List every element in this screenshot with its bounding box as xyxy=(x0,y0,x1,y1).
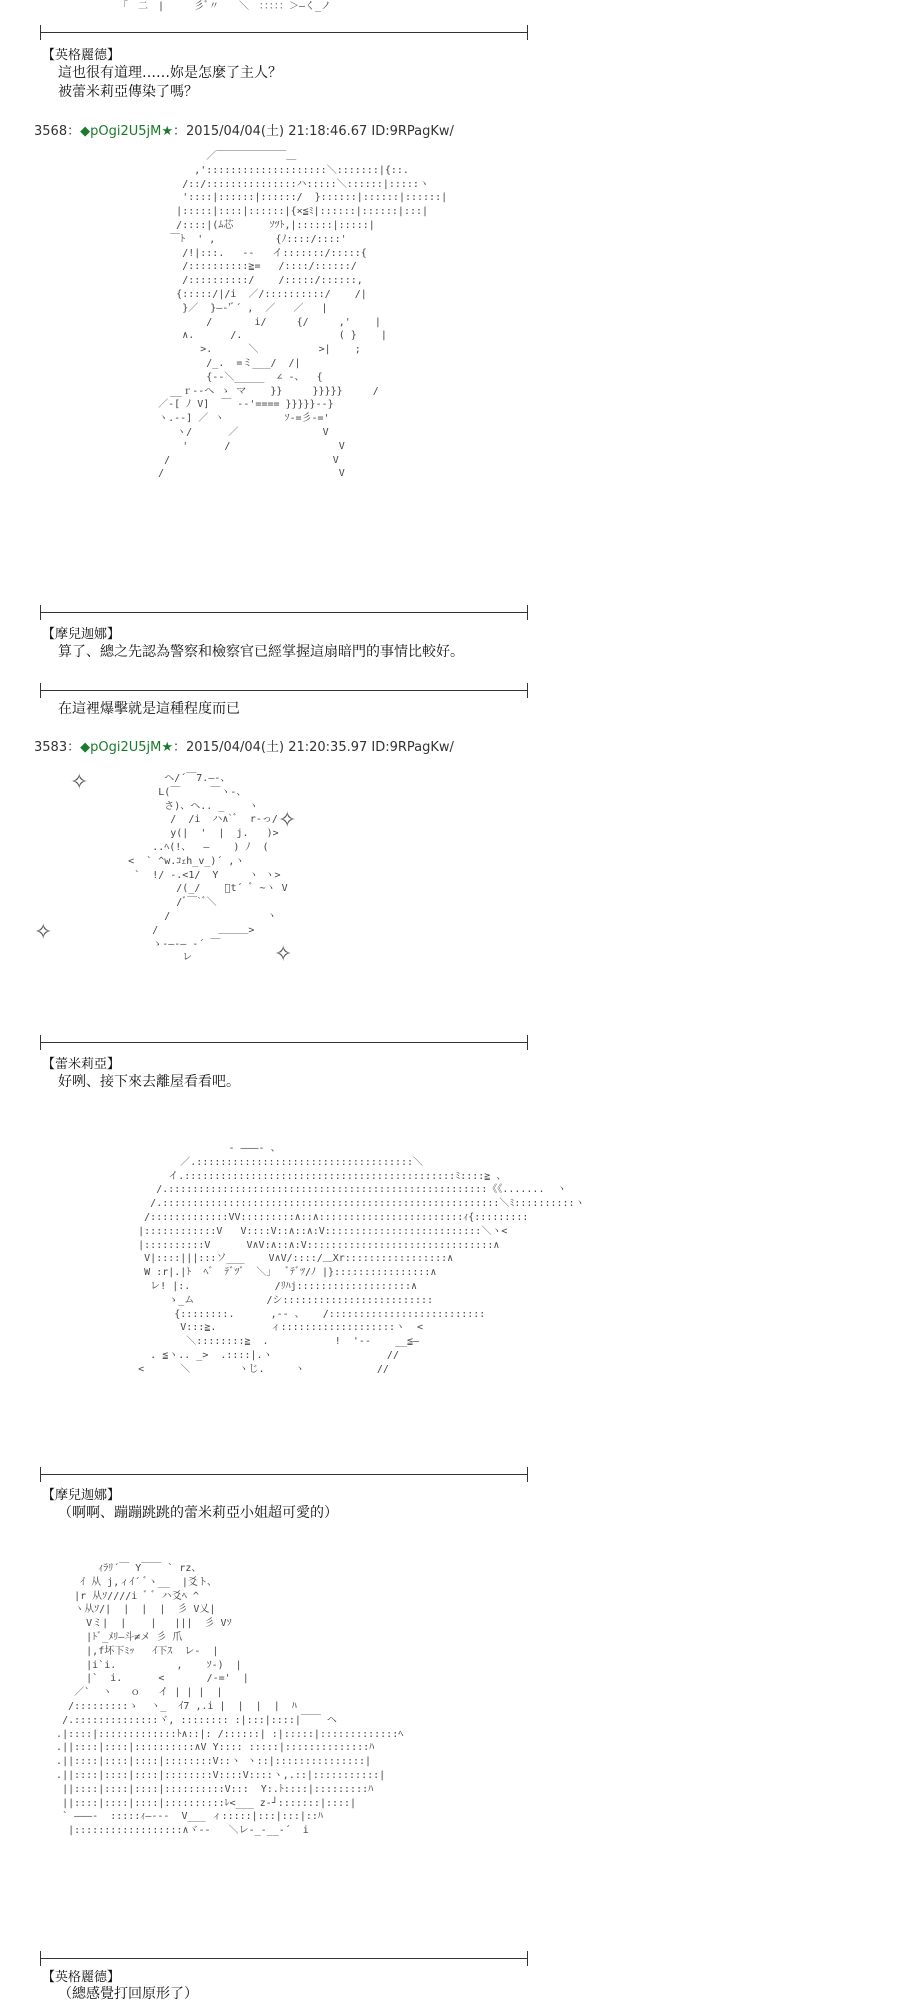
ascii-art-figure-1: ／￣￣￣￣￣￣￣＿ ,'::::::::::::::::::::＼:::::::|{::. /::/:::::::::::::::ハ:::::＼::::::|:::::ヽ '::::|::::::|::::::/ }::::::|::::::|::::::| |:::::|::::|::::::|{×≦ﾐ|::::::|::::::|:::| /::::|(ﾑ芯 ｿﾂﾄ,|::::::|:::::| ￣ﾄ ' , {ﾉ::::/::::' /!|:::. -‐ イ:::::::/:::::{ /::::::::::≧= /::::/::::::/ /::::::::::/ /:::::/::::::, {:::::/|/i ／/::::::::::/ /| }／ }―‐'ﾞ´ , ／ ／ | / i/ {/ ,' | ∧. /. ( } | >. ＼ >| ; /_. =ミ___/ /| {‐‐＼_____ ∠ -、 { __ｒ‐‐へ ゝ マ }} }}}}} / ／-[ ﾉ V] ￣ ‐‐'==== }}}}}‐‐} ヽ.‐‐] ／ ヽ ｿ-=彡-=' ヽ/ ／ V ' / V / V / V xyxy=(158,151,448,480)
dialogue-line: 在這裡爆擊就是這種程度而已 xyxy=(58,701,240,717)
sparkle-icon: ✧ xyxy=(70,770,89,795)
post-header xyxy=(34,120,454,139)
post-datetime: ：2015/04/04(土) 21:18:46.67 ID:9RPagKw/ xyxy=(173,124,454,139)
speaker-label: 【摩兒迦娜】 xyxy=(42,1488,121,1503)
post-datetime: ：2015/04/04(土) 21:20:35.97 ID:9RPagKw/ xyxy=(173,740,454,755)
dialogue-line: （總感覺打回原形了） xyxy=(58,1986,198,2002)
dialogue-line: 被蕾米莉亞傳染了嗎？ xyxy=(58,84,198,100)
star-icon: ★ xyxy=(161,740,173,755)
post-header xyxy=(34,736,454,755)
speaker-label: 【英格麗德】 xyxy=(42,1970,121,1985)
poster-trip: ◆pOgi2U5jM xyxy=(80,124,162,139)
post-number[interactable]: 3583 xyxy=(34,740,68,755)
sparkle-icon: ✧ xyxy=(278,808,297,833)
dialogue-line: （啊啊、蹦蹦跳跳的蕾米莉亞小姐超可愛的） xyxy=(58,1505,338,1521)
ascii-art-figure-4: ｨﾗﾘ´￣ Y￣￣ ` rz、 ｲ 从 j,ィｲ´ ﾞヽ__ |爻ト、 |r 从ｿ////i ﾞ ﾞ ハ爻ﾍ ^ ヽ从ｿ/| | | | 彡 V乂| Vミ| | | ||| 彡 Vｿ |ﾄﾞ_ﾒﾘ―斗≠メ 彡 爪 |,f坏下ﾐｯ ｲ下ｽ レ- | |i`i. , ｿ-) | |` i. < /-=' | ／` ヽ ｏ イ | | | | /:::::::::ゝ ヽ_ ｲ7 ,.i | | | | ﾊ /.::::::::::::::ヾ, :::::::: :|:::|::::|￣￣ ヘ .|::::|:::::::::::::ﾄ∧::|: /::::::| :|:::::|:::::::::::::ﾍ .||::::|::::|::::::::::∧V Y:::: :::::|::::::::::::::ﾊ .||::::|::::|::::|::::::::V::ヽ ヽ::|:::::::::::::::| .||::::|::::|::::|::::::::V::::V::::ヽ,.::|:::::::::::| ||::::|::::|::::|::::::::::V::: Y:.ﾄ::::|:::::::::ﾊ ||::::|::::|::::|::::::::::ﾚ<___ z‐┘:::::::|::::| ` ―――‐ :::::ｨ―‐‐‐ V___ ィ:::::|:::|:::|::ﾊ |::::::::::::::::::∧ヾ‐‐ ＼レ‐_‐__‐´ i xyxy=(56,1563,404,1837)
post-number[interactable]: 3568 xyxy=(34,124,68,139)
post-separator: ： xyxy=(67,124,81,139)
sparkle-icon: ✧ xyxy=(34,920,53,945)
speaker-label: 【摩兒迦娜】 xyxy=(42,627,121,642)
panel-divider xyxy=(40,1958,528,1959)
ascii-art-figure-2: ヘ/´￣7.―-、 L(￣ ￣ヽ-、 さ)、ヘ.. _ ヽ / /i ハ∧`ﾞ r-っ/ y(| ' | j. )> ..ﾍ(!、 ― ) ﾉ ( < ` ^w.ｺｪh_v_)´ ,ヽ ` !/ -.<1/ Y ヽ ヽ> /(_/ ﾞt´ ﾞ ~ヽ V /ﾞ￣`ﾞ＼ / ヽ / ＿＿＿> ゝ-―-― ‐´ ￣ レ xyxy=(128,773,288,964)
poster-trip: ◆pOgi2U5jM xyxy=(80,740,162,755)
post-separator: ： xyxy=(67,740,81,755)
dialogue-line: 這也很有道理……妳是怎麼了主人？ xyxy=(58,65,282,81)
panel-divider xyxy=(40,1474,528,1475)
ascii-art-figure-3: - ―――- 、 ／.::::::::::::::::::::::::::::::::::::＼ イ.:::::::::::::::::::::::::::::::::::::::::::::ﾐ::::≧ 、 /.:::::::::::::::::::::::::::::::::::::::::::::::::::::《《....... ヽ /.::::::::::::::::::::::::::::::::::::::::::::::::::::::::＼ﾐ::::::::::ヽ /:::::::::::::VV:::::::::∧::∧::::::::::::::::::::::::ｨ{::::::::: |::::::::::::V V::::V::∧::∧:V::::::::::::::::::::::::::＼ヽ< |::::::::::V V∧V:∧::∧:V:::::::::::::::::::::::::::::::∧ V|::::|||:::ソ___ V∧V/::::/＿Xr:::::::::::::::::∧ W :r|.|ﾄ ﾍ゛ ﾃﾞﾂﾞ ＼」 ﾞﾃﾞﾂ/ﾉ |}::::::::::::::::∧ レ! |:. /ﾘﾊj:::::::::::::::::::∧ ゝ_ム /シ::::::::::::::::::::::::: {::::::::. ,‐- 、 /:::::::::::::::::::::::::: V:::≧. ィ:::::::::::::::::::ヽ < ＼::::::::≧ . ! '‐- __≦― . ≦ヽ.. _> .::::|.ヽ // < ＼ ヽじ. ヽ // xyxy=(138,1143,585,1375)
speaker-label: 【蕾米莉亞】 xyxy=(42,1057,121,1072)
top-art-fragment: 「 二 | 彡ﾞ〃 ＼ ：：：：：＞―く_ノ xyxy=(118,1,332,12)
speaker-label: 【英格麗德】 xyxy=(42,48,121,63)
star-icon: ★ xyxy=(161,124,173,139)
dialogue-line: 算了、總之先認為警察和檢察官已經掌握這扇暗門的事情比較好。 xyxy=(58,644,464,660)
panel-divider xyxy=(40,1042,528,1043)
panel-divider xyxy=(40,612,528,613)
dialogue-line: 好咧、接下來去離屋看看吧。 xyxy=(58,1074,240,1090)
panel-divider xyxy=(40,690,528,691)
sparkle-icon: ✧ xyxy=(274,942,293,967)
panel-divider xyxy=(40,32,528,33)
